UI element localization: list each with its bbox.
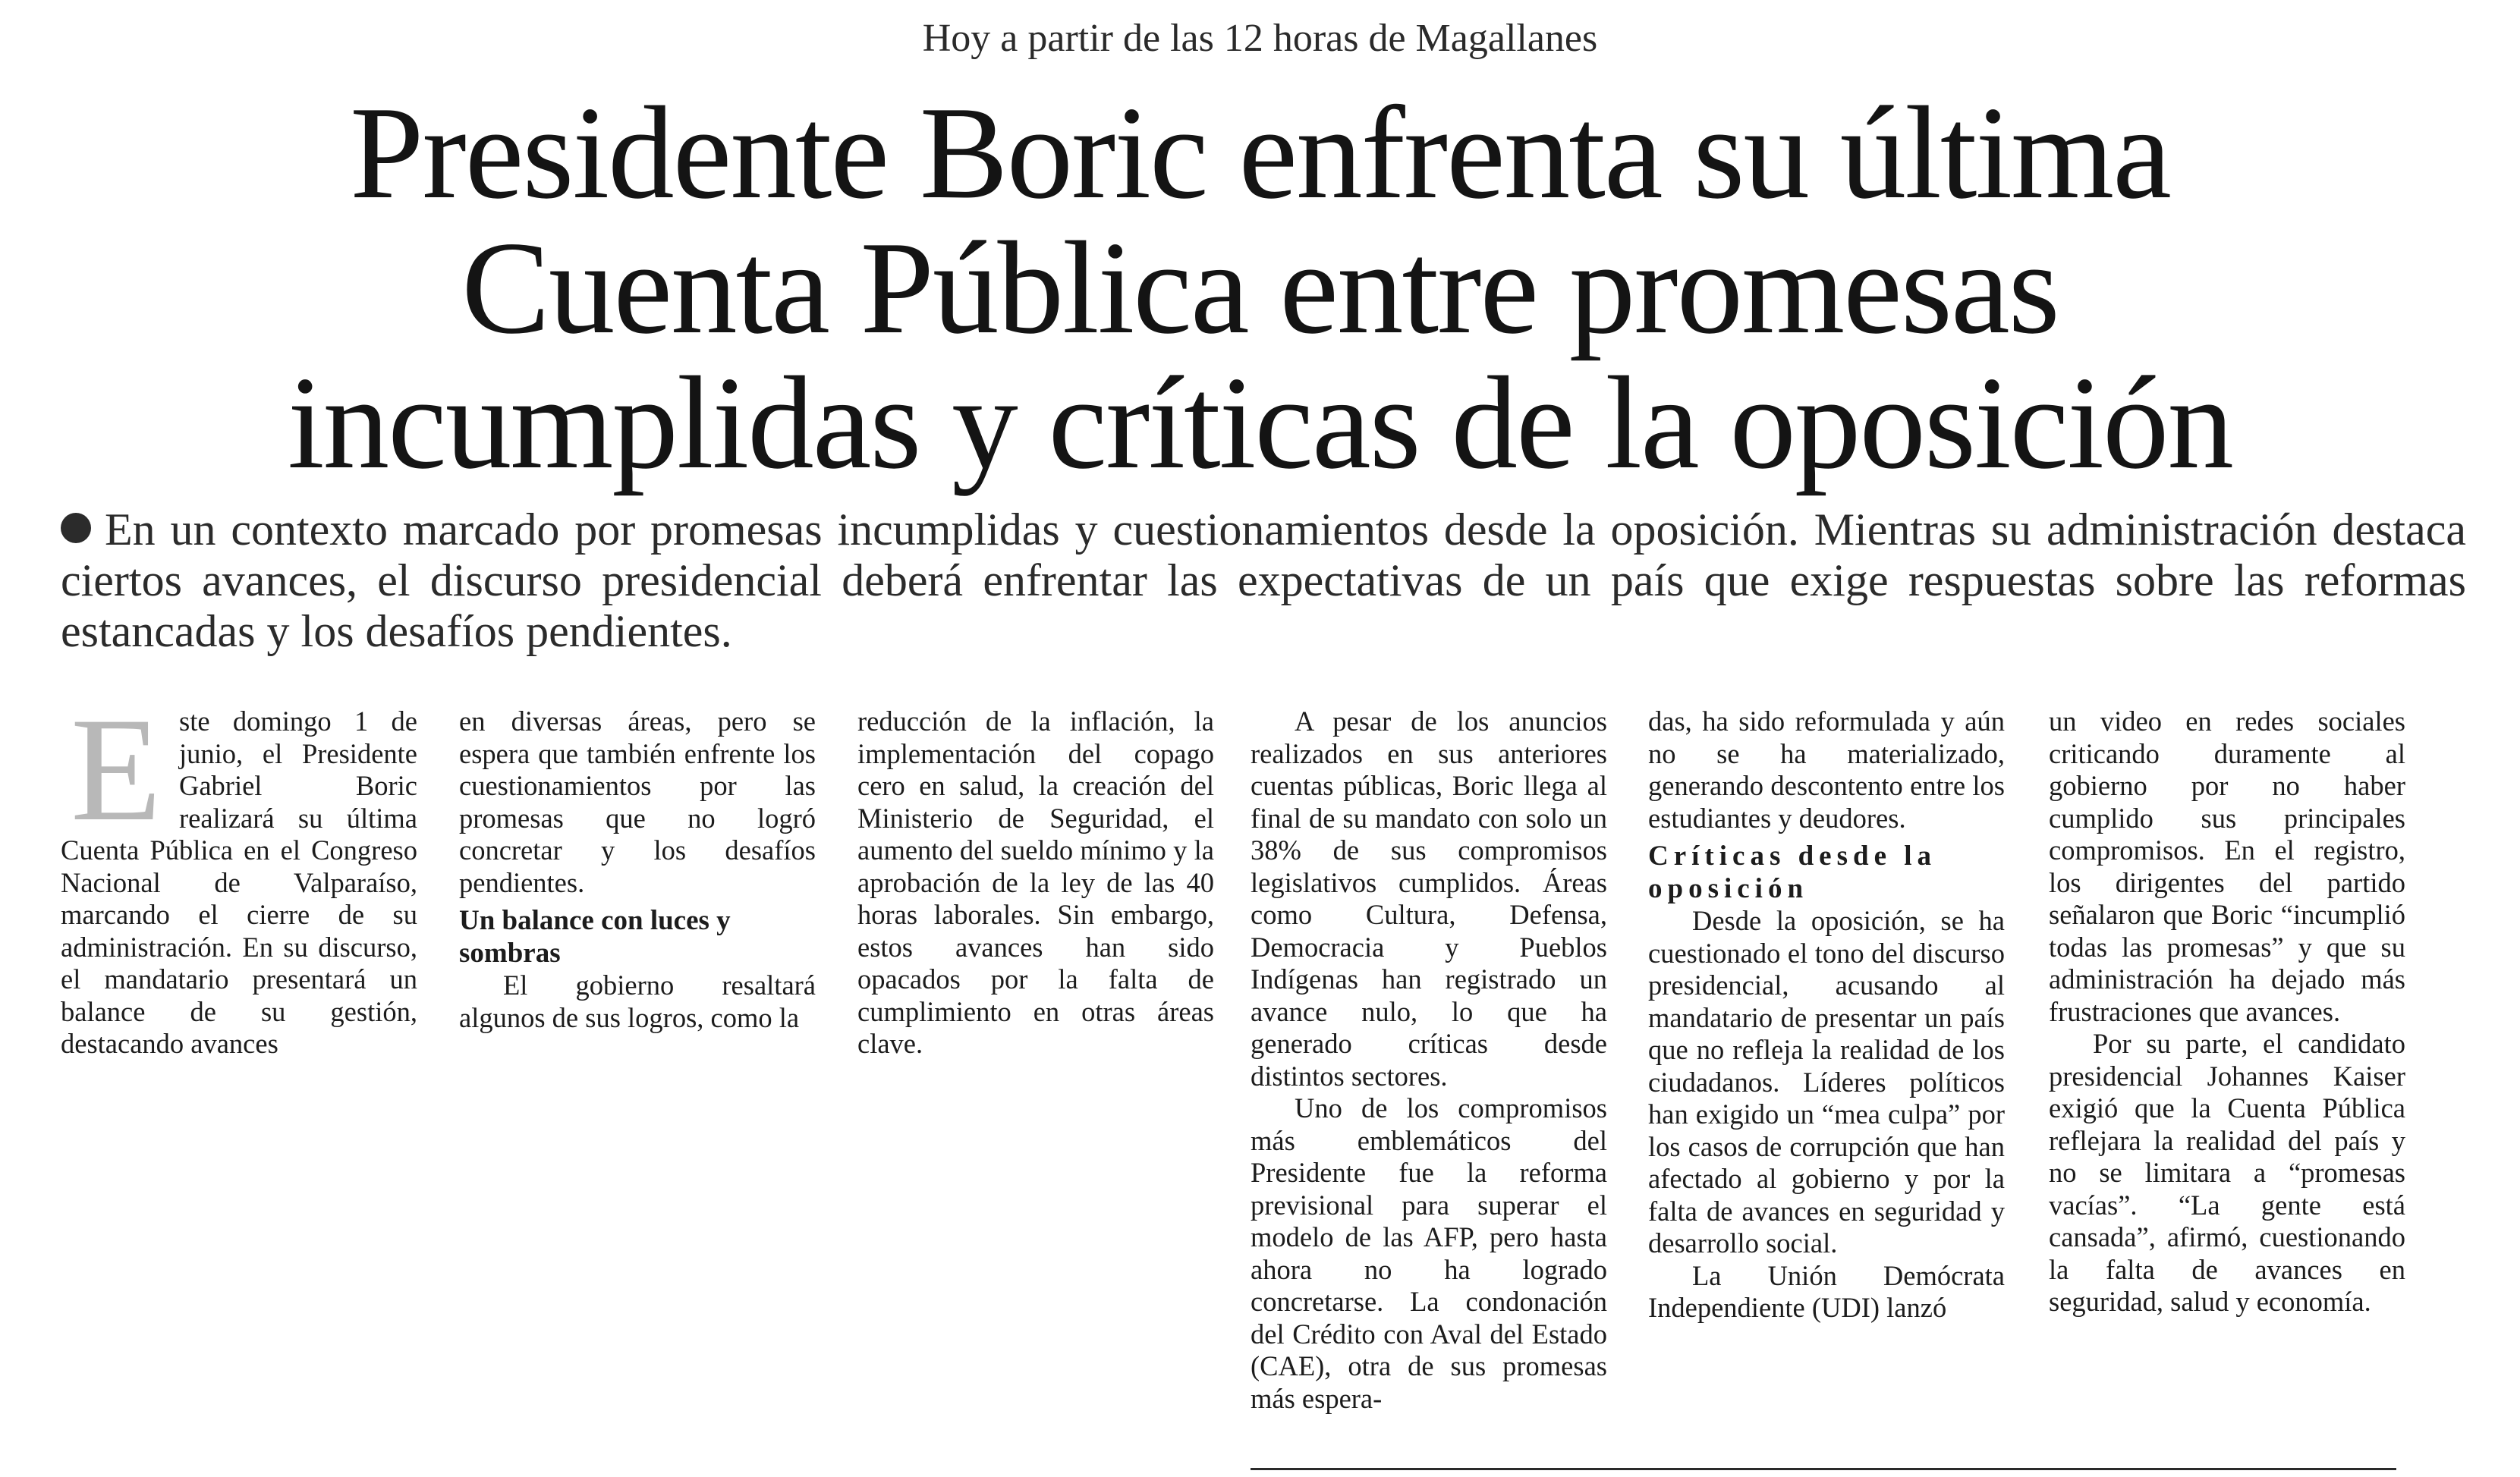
bottom-rule	[1251, 1468, 2396, 1470]
paragraph: Uno de los compromisos más emblemáticos del Presidente fue la reforma previsional para superar el modelo de las AFP, pero hasta ahora no ha logrado concretarse. La condonación del Crédito con Aval del Estado (CAE), otra de sus promesas más espera-	[1251, 1092, 1607, 1414]
paragraph: La Unión Demócrata Independiente (UDI) lanzó	[1648, 1259, 2005, 1323]
column-2	[459, 706, 816, 1034]
column-6	[2049, 706, 2405, 1318]
paragraph: un video en redes sociales criticando duramente al gobierno por no haber cumplido sus principales compromisos. En el registro, los dirigentes del partido señalaron que Boric “incumplió todas las promesas” y que su administración ha dejado más frustraciones que avances.	[2049, 706, 2405, 1027]
paragraph: El gobierno resaltará algunos de sus logros, como la	[459, 969, 816, 1033]
subheading-balance: Un balance con luces y sombras	[459, 905, 731, 969]
paragraph: Por su parte, el candidato presidencial Johannes Kaiser exigió que la Cuenta Pública reflejara la realidad del país y no se limitara a “promesas vacías”. “La gente está cansada”, afirmó, cuestionando la falta de avances en seguridad, salud y economía.	[2049, 1028, 2405, 1317]
headline-line-2: Cuenta Pública entre promesas	[461, 214, 2059, 361]
paragraph: Desde la oposición, se ha cuestionado el tono del discurso presidencial, acusando al mandatario de presentar un país que no refleja la realidad de los ciudadanos. Líderes políticos han exigido un “mea culpa” por los casos de corrupción que han afectado al gobierno y por la falta de avances en seguridad y desarrollo social.	[1648, 905, 2005, 1259]
paragraph: en diversas áreas, pero se espera que también enfrente los cuestionamientos por las promesas que no logró concretar y los desafíos pendientes.	[459, 706, 816, 898]
subheading-criticas: Críticas desde la oposición	[1648, 841, 1937, 904]
lead-paragraph	[61, 504, 2466, 657]
kicker: Hoy a partir de las 12 horas de Magallanes	[922, 17, 1598, 60]
column-4	[1251, 706, 1607, 1415]
lead-text: En un contexto marcado por promesas incumplidas y cuestionamientos desde la oposición. Mientras su administración destaca ciertos avances, el discurso presidencial deberá enfrentar las expectativas de un país que exige respuestas sobre las reformas estancadas y los desafíos pendientes.	[61, 504, 2466, 656]
column-3	[857, 706, 1214, 1061]
headline-line-3: incumplidas y críticas de la oposición	[288, 349, 2232, 496]
paragraph: das, ha sido reformulada y aún no se ha materializado, generando descontento entre los estudiantes y deudores.	[1648, 706, 2005, 834]
paragraph: A pesar de los anuncios realizados en sus anteriores cuentas públicas, Boric llega al final de su mandato con solo un 38% de sus compromisos legislativos cumplidos. Áreas como Cultura, Defensa, Democracia y Pueblos Indígenas han registrado un avance nulo, lo que ha generado críticas desde distintos sectores.	[1251, 706, 1607, 1092]
headline	[0, 79, 2520, 496]
bullet-icon	[61, 513, 91, 543]
column-5	[1648, 706, 2005, 1325]
column-1	[61, 687, 417, 1061]
article-body	[61, 687, 2421, 1457]
headline-line-1: Presidente Boric enfrenta su última	[350, 79, 2170, 226]
paragraph: reducción de la inflación, la implementación del copago cero en salud, la creación del Ministerio de Seguridad, el aumento del sueldo mínimo y la aprobación de la ley de las 40 horas laborales. Sin embargo, estos avances han sido opacados por la falta de cumplimiento en otras áreas clave.	[857, 706, 1214, 1059]
paragraph: ste domingo 1 de junio, el Presidente Gabriel Boric realizará su última Cuenta Pública en el Congreso Nacional de Valparaíso, marcando el cierre de su administración. En su discurso, el mandatario presentará un balance de su gestión, destacando avances	[61, 706, 417, 1059]
drop-cap: E	[71, 687, 162, 852]
